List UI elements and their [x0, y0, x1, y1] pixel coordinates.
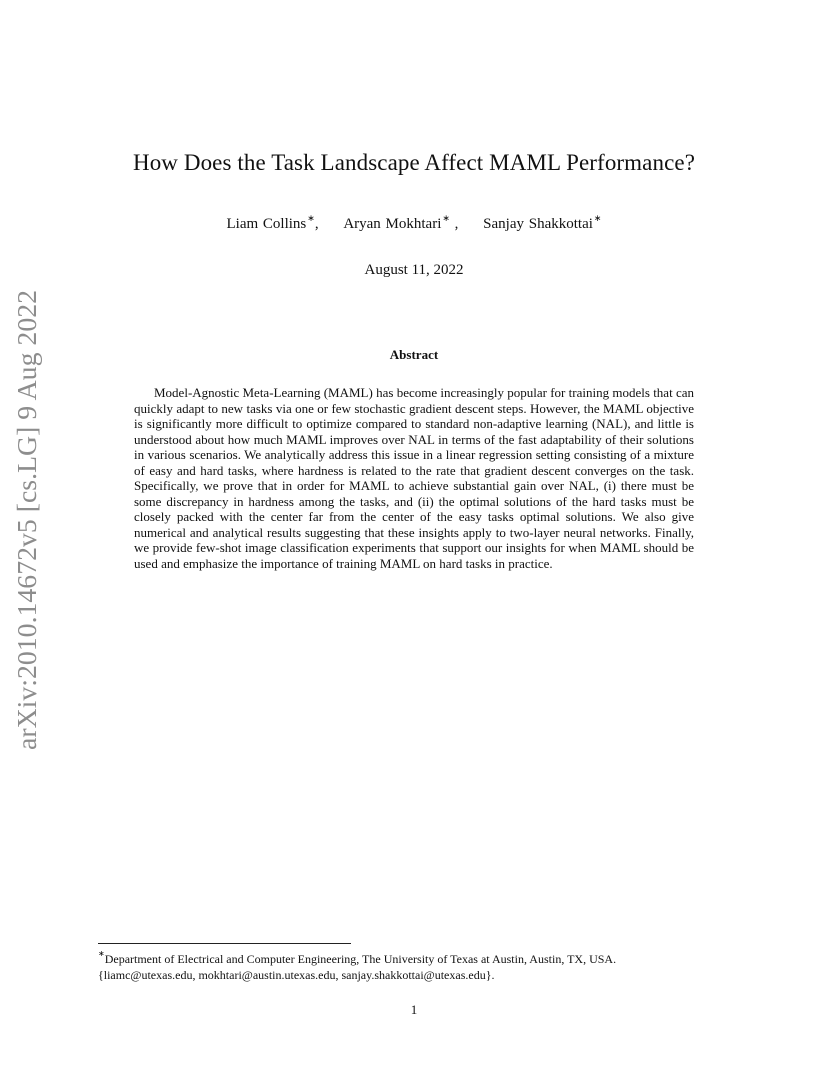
page-number: 1 [410, 1002, 418, 1017]
author-list [0, 214, 828, 233]
author-1 [227, 214, 319, 233]
author-2 [343, 214, 458, 233]
footnote-emails: {liamc@utexas.edu, mokhtari@austin.utexas.edu, sanjay.shakkottai@utexas.edu}. [98, 968, 495, 982]
author-name: Sanjay Shakkottai [483, 216, 593, 232]
publication-date: August 11, 2022 [364, 262, 464, 278]
author-footnote-mark: ∗ [593, 213, 602, 223]
author-footnote-mark: ∗ [442, 213, 450, 223]
author-name: Aryan Mokhtari [343, 216, 442, 232]
paper-title: How Does the Task Landscape Affect MAML Performance? [132, 150, 696, 175]
footnote-mark: ∗ [98, 949, 105, 958]
footnote-affiliation: Department of Electrical and Computer Engineering, The University of Texas at Austin, Austin, TX, USA. [104, 952, 617, 966]
author-3 [483, 214, 601, 233]
abstract-body: Model-Agnostic Meta-Learning (MAML) has become increasingly popular for training models that can quickly adapt to new tasks via one or few stochastic gradient descent steps. However, the MAML objective is significantly more difficult to optimize compared to standard non-adaptive learning (NAL), and little is understood about how much MAML improves over NAL in terms of the fast adaptability of their solutions in various scenarios. We analytically address this issue in a linear regression setting consisting of a mixture of easy and hard tasks, where hardness is related to the rate that gradient descent converges on the task. Specifically, we prove that in order for MAML to achieve substantial gain over NAL, (i) there must be some discrepancy in hardness among the tasks, and (ii) the optimal solutions of the hard tasks must be closely packed with the center far from the center of the easy tasks optimal solutions. We also give numerical and analytical results suggesting that these insights apply to two-layer neural networks. Finally, we provide few-shot image classification experiments that support our insights for when MAML should be used and emphasize the importance of training MAML on hard tasks in practice. [134, 385, 694, 571]
footnote-divider [98, 943, 351, 944]
footnote [98, 948, 735, 983]
abstract-heading: Abstract [389, 347, 439, 362]
author-name: Liam Collins [226, 216, 307, 232]
arxiv-identifier-text: arXiv:2010.14672v5 [cs.LG] 9 Aug 2022 [12, 290, 43, 750]
author-separator: , [454, 216, 459, 232]
author-separator: , [314, 216, 319, 232]
author-footnote-mark: ∗ [307, 213, 315, 223]
